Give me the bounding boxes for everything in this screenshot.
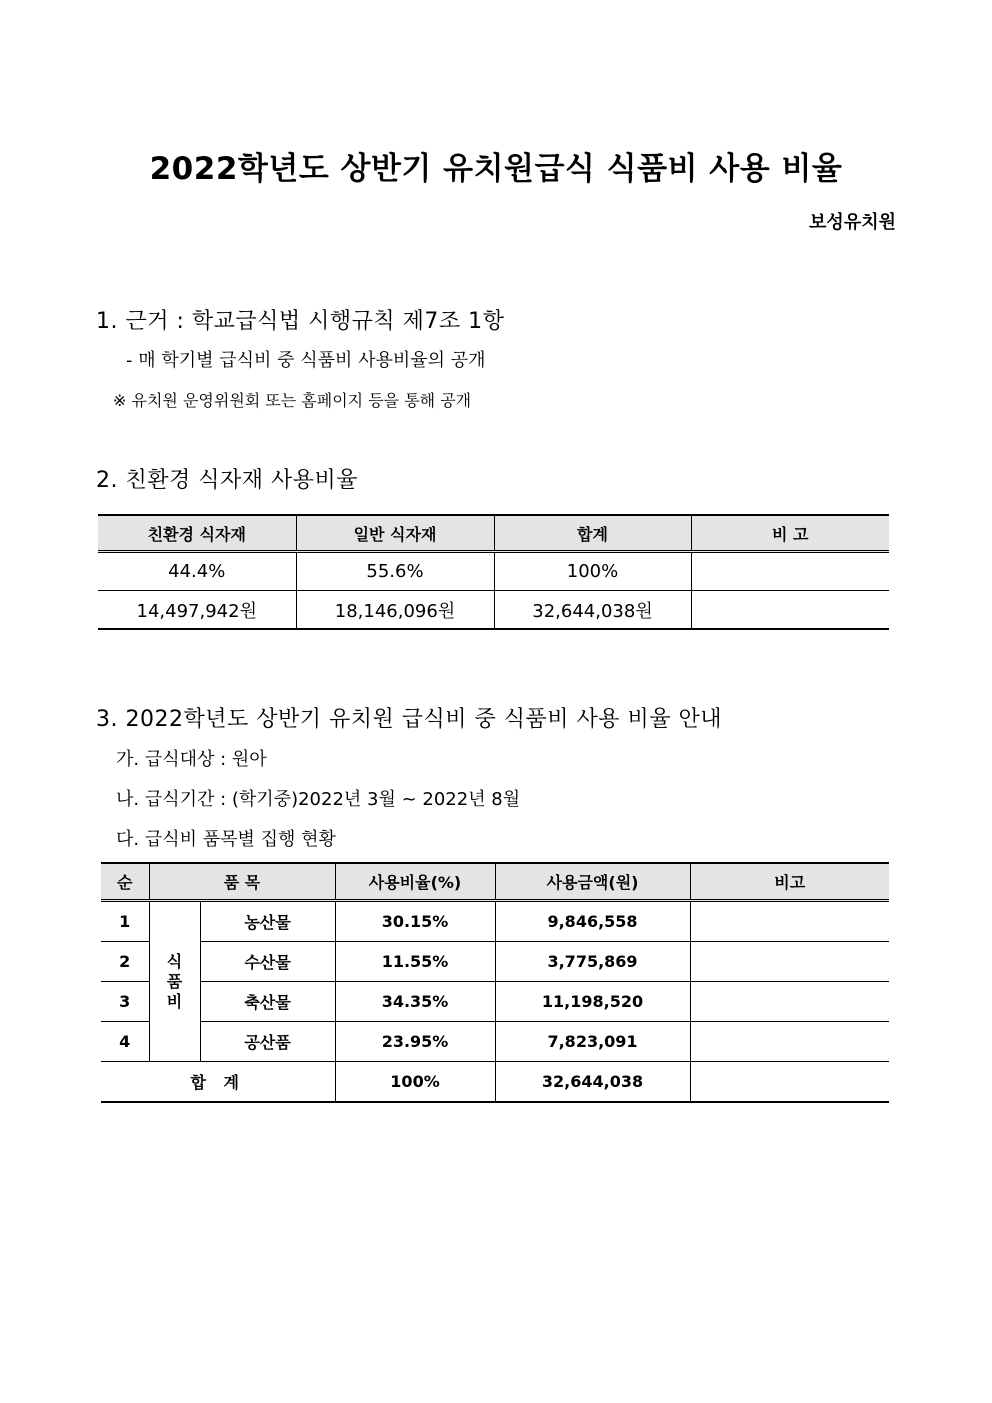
section3-item-na: 나. 급식기간 : (학기중)2022년 3월 ~ 2022년 8월 (116, 789, 521, 810)
cell-ratio: 23.95% (335, 1022, 495, 1062)
section3-heading: 3. 2022학년도 상반기 유치원 급식비 중 식품비 사용 비율 안내 (96, 707, 722, 732)
header-amount: 사용금액(원) (495, 863, 690, 901)
cell-eco-ratio: 44.4% (98, 552, 296, 591)
cell-amount: 11,198,520 (495, 982, 690, 1022)
cell-general-amount: 18,146,096원 (296, 591, 494, 630)
page-title: 2022학년도 상반기 유치원급식 식품비 사용 비율 (149, 151, 843, 187)
cell-amount: 7,823,091 (495, 1022, 690, 1062)
header-total: 합계 (494, 515, 691, 552)
cell-amount: 3,775,869 (495, 942, 690, 982)
group-label-char: 식 (166, 951, 183, 971)
group-label-char: 품 (166, 971, 183, 991)
cell-no: 2 (101, 942, 149, 982)
table-row (98, 591, 889, 630)
table-row (101, 901, 889, 942)
cell-item: 농산물 (200, 901, 335, 942)
table-header-row (101, 863, 889, 901)
total-ratio: 100% (335, 1062, 495, 1103)
total-note (690, 1062, 889, 1103)
cell-note (691, 552, 889, 591)
cell-no: 1 (101, 901, 149, 942)
school-name: 보성유치원 (809, 212, 896, 233)
cell-ratio: 11.55% (335, 942, 495, 982)
cell-total-amount: 32,644,038원 (494, 591, 691, 630)
cell-note (690, 982, 889, 1022)
header-no: 순 (101, 863, 149, 901)
table-row (101, 982, 889, 1022)
cell-no: 3 (101, 982, 149, 1022)
header-eco: 친환경 식자재 (98, 515, 296, 552)
cell-item: 공산품 (200, 1022, 335, 1062)
section2-heading: 2. 친환경 식자재 사용비율 (96, 468, 358, 493)
cell-eco-amount: 14,497,942원 (98, 591, 296, 630)
cell-ratio: 30.15% (335, 901, 495, 942)
table-row (101, 942, 889, 982)
cell-ratio: 34.35% (335, 982, 495, 1022)
header-item: 품 목 (149, 863, 335, 901)
header-general: 일반 식자재 (296, 515, 494, 552)
cell-note (690, 901, 889, 942)
header-note: 비 고 (691, 515, 889, 552)
total-amount: 32,644,038 (495, 1062, 690, 1103)
table-total-row (101, 1062, 889, 1103)
table-row (101, 1022, 889, 1062)
section1-line2: ※ 유치원 운영위원회 또는 홈페이지 등을 통해 공개 (113, 391, 472, 410)
cell-no: 4 (101, 1022, 149, 1062)
food-cost-table (101, 862, 889, 1103)
cell-amount: 9,846,558 (495, 901, 690, 942)
cell-general-ratio: 55.6% (296, 552, 494, 591)
section1-line1: - 매 학기별 급식비 중 식품비 사용비율의 공개 (126, 350, 486, 371)
cell-note (691, 591, 889, 630)
total-label: 합 계 (101, 1062, 335, 1103)
eco-ingredient-table (98, 514, 889, 630)
section1-heading: 1. 근거 : 학교급식법 시행규칙 제7조 1항 (96, 309, 505, 334)
header-ratio: 사용비율(%) (335, 863, 495, 901)
cell-item: 축산물 (200, 982, 335, 1022)
table-row (98, 552, 889, 591)
cell-item: 수산물 (200, 942, 335, 982)
section3-item-ga: 가. 급식대상 : 원아 (116, 749, 267, 770)
section3-item-da: 다. 급식비 품목별 집행 현황 (116, 829, 336, 850)
header-note: 비고 (690, 863, 889, 901)
group-label-char: 비 (166, 991, 183, 1011)
table-header-row (98, 515, 889, 552)
cell-note (690, 942, 889, 982)
cell-note (690, 1022, 889, 1062)
cell-total-ratio: 100% (494, 552, 691, 591)
group-label-food-cost (149, 901, 200, 1062)
